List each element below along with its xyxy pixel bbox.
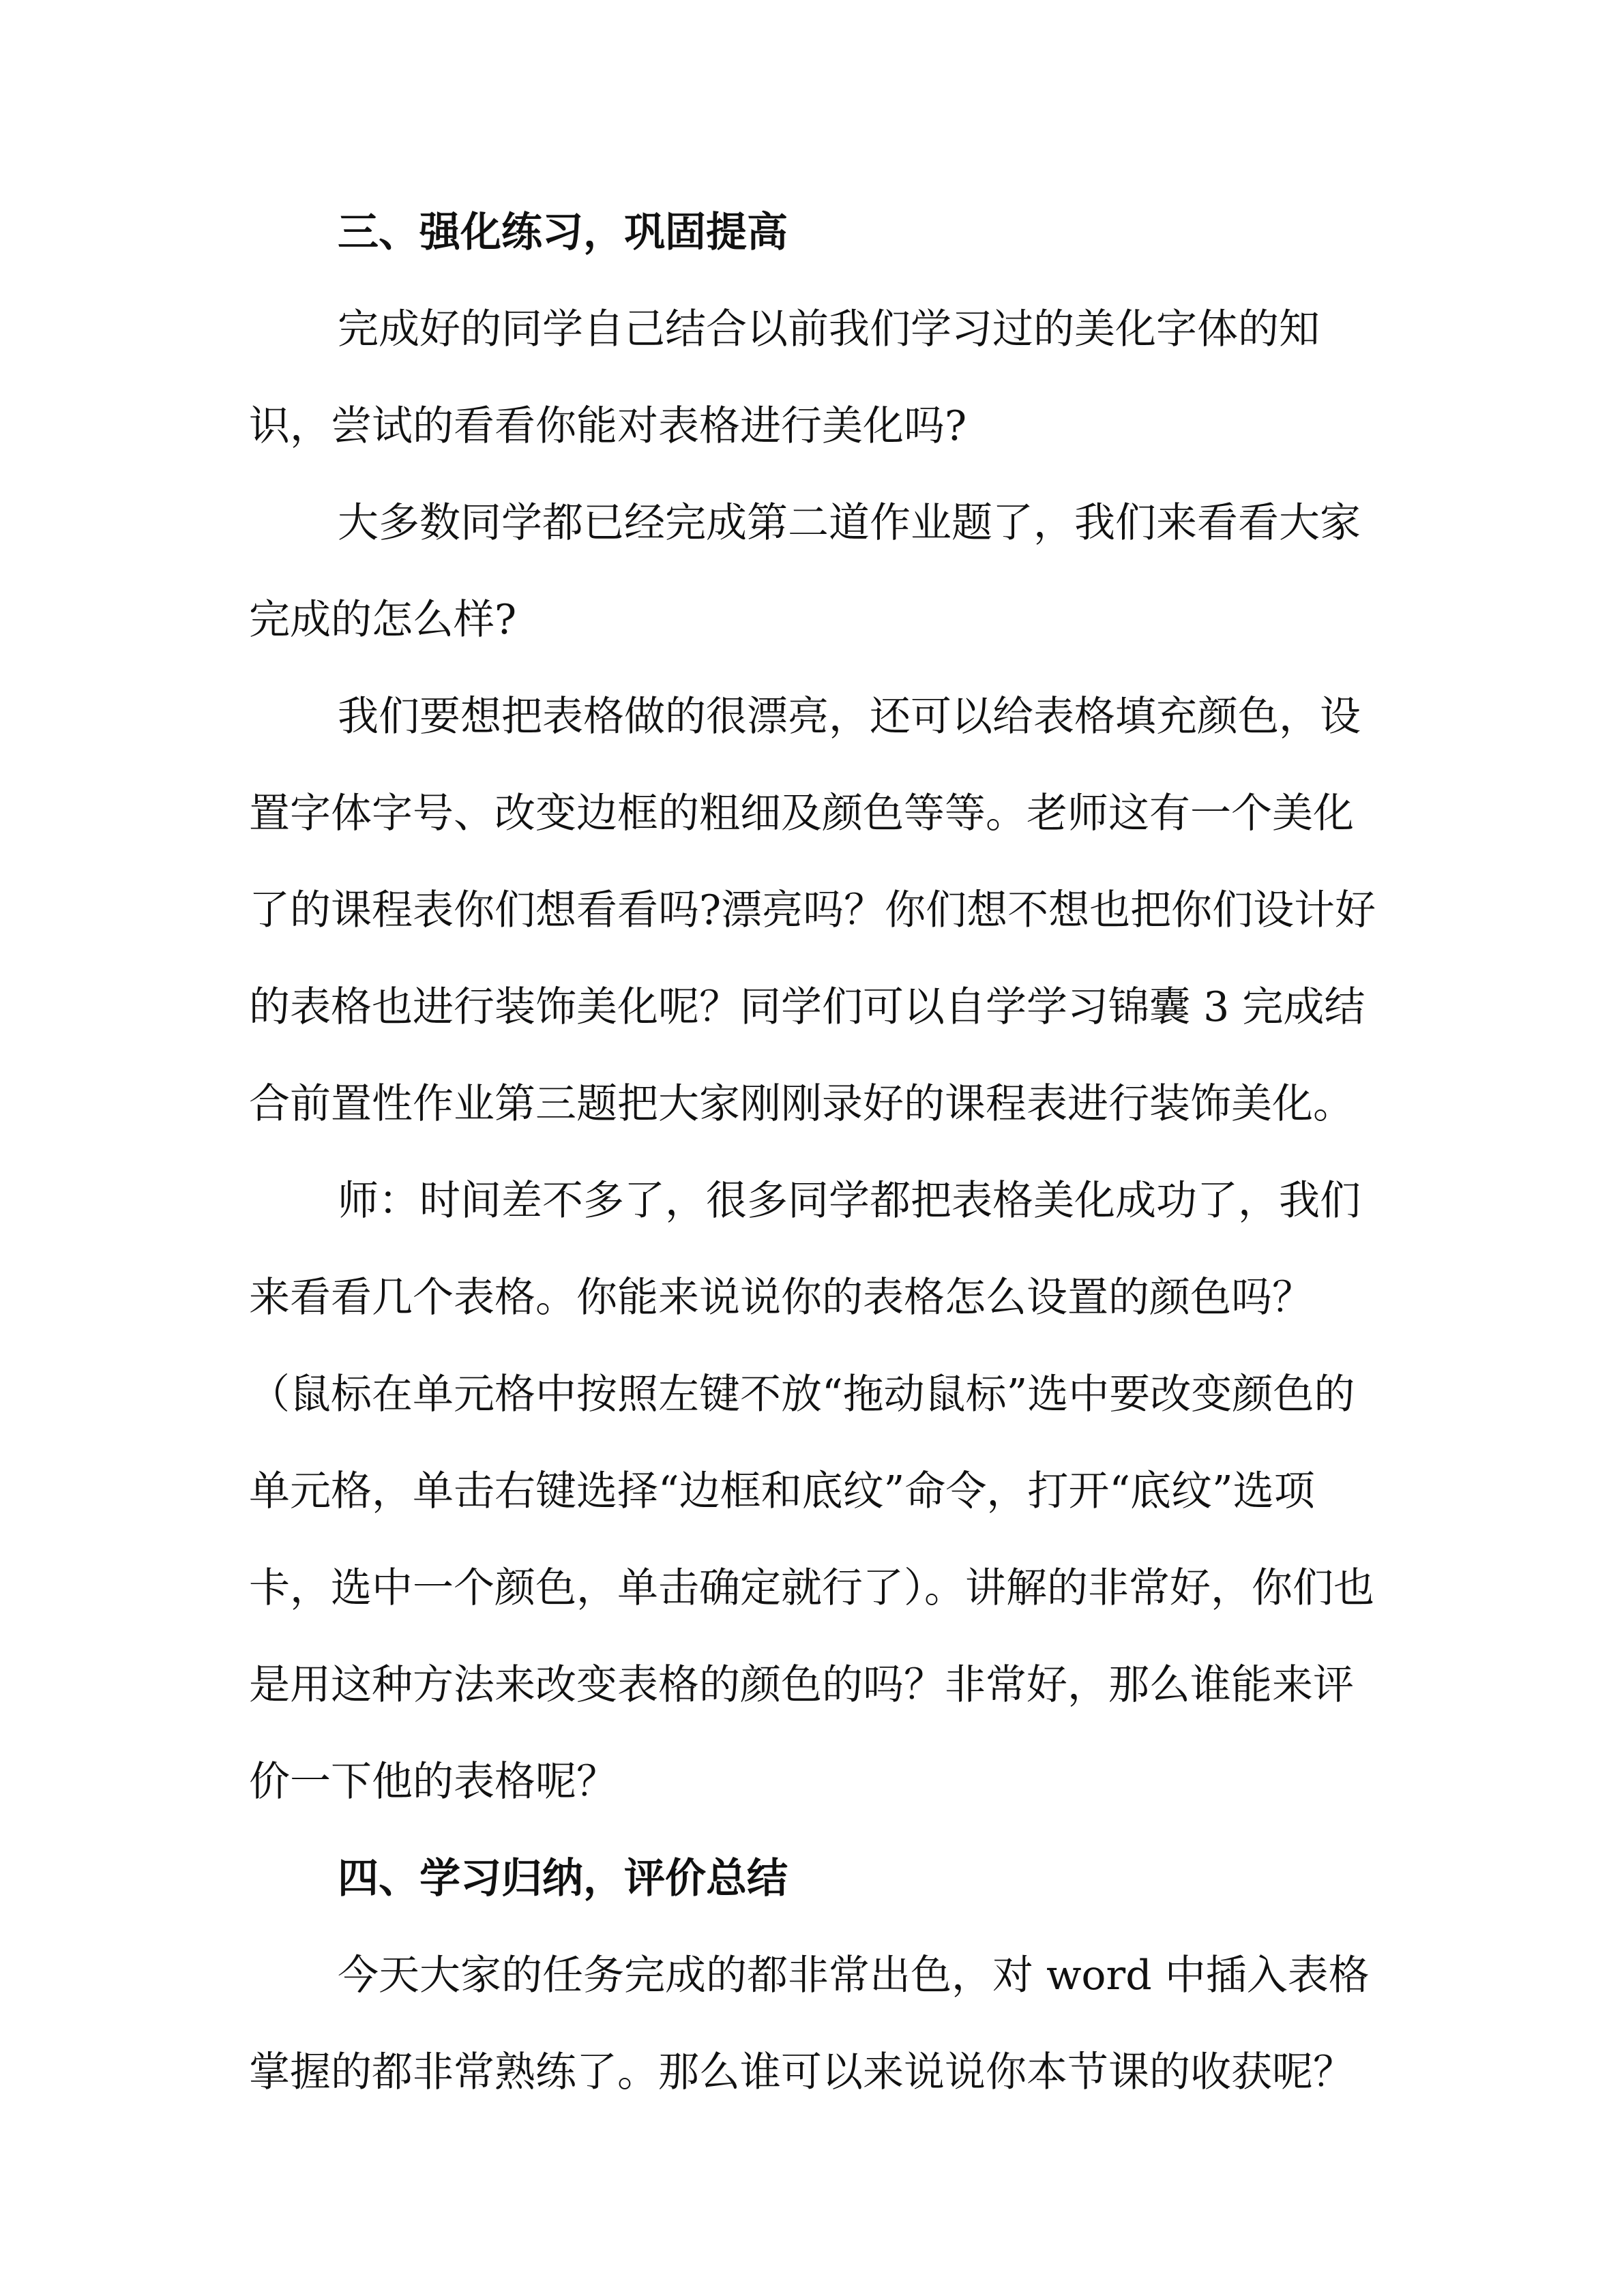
paragraph-5: 今天大家的任务完成的都非常出色，对 word 中插入表格掌握的都非常熟练了。那么谁可以来说说你本节课的收获呢？ xyxy=(249,1952,1370,2096)
paragraph-3: 我们要想把表格做的很漂亮，还可以给表格填充颜色，设置字体字号、改变边框的粗细及颜色等等。老师这有一个美化了的课程表你们想看看吗?漂亮吗？你们想不想也把你们设计好的表格也进行装饰美化呢？同学们可以自学学习锦囊 3 完成结合前置性作业第三题把大家刚刚录好的课程表进行装饰美化。 xyxy=(249,693,1376,1128)
document-body xyxy=(249,184,1381,2121)
paragraph-2: 大多数同学都已经完成第二道作业题了，我们来看看大家完成的怎么样? xyxy=(249,499,1361,644)
paragraph-4: 师：时间差不多了，很多同学都把表格美化成功了，我们来看看几个表格。你能来说说你的表格怎么设置的颜色吗？（鼠标在单元格中按照左键不放“拖动鼠标”选中要改变颜色的单元格，单击右键选择“边框和底纹”命令，打开“底纹”选项卡，选中一个颜色，单击确定就行了）。讲解的非常好，你们也是用这种方法来改变表格的颜色的吗？非常好，那么谁能来评价一下他的表格呢？ xyxy=(249,1177,1374,1806)
paragraph-1: 完成好的同学自己结合以前我们学习过的美化字体的知识，尝试的看看你能对表格进行美化吗? xyxy=(249,305,1320,450)
section-heading-3: 三、强化练习，巩固提高 xyxy=(338,209,788,256)
section-heading-4: 四、学习归纳，评价总结 xyxy=(338,1855,788,1903)
